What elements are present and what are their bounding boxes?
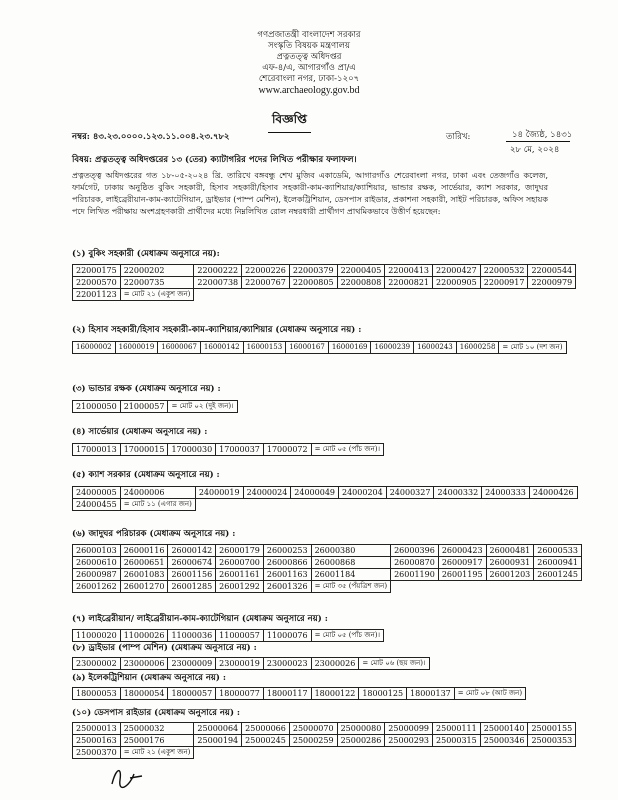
roll-number-cell: 22001123 <box>73 289 121 301</box>
roll-number-cell: 16000067 <box>158 342 201 354</box>
roll-number-cell: 26001195 <box>438 569 486 581</box>
roll-table <box>72 443 384 456</box>
roll-number-cell: 26000481 <box>486 545 534 557</box>
roll-number-cell: 26001262 <box>73 581 121 593</box>
roll-number-cell: 24000426 <box>529 487 577 499</box>
roll-number-cell: 25000013 <box>73 723 121 735</box>
header-line-address-1: এফ-৪/এ, আগারগাঁও প্রা/এ <box>262 63 356 73</box>
section-title: (৬) জাদুঘর পরিচারক (মেধাক্রম অনুসারে নয়) : <box>72 529 236 539</box>
memo-number: নম্বর: ৪৩.২৩.০০০০.১২৩.১১.০০৪.২৩.৭৮২ <box>72 132 230 142</box>
header-line-website: www.archaeology.gov.bd <box>258 85 360 96</box>
roll-number-cell: 22000979 <box>528 277 576 289</box>
roll-number-cell: 25000111 <box>433 723 481 735</box>
roll-number-cell: 26001270 <box>120 581 168 593</box>
roll-number-cell: 26001285 <box>168 581 216 593</box>
roll-number-cell: 22000905 <box>433 277 481 289</box>
roll-number-cell: 25000080 <box>337 723 385 735</box>
roll-number-cell: 17000030 <box>168 444 216 456</box>
roll-number-cell: 26000866 <box>263 557 311 569</box>
roll-number-cell: 26000396 <box>391 545 439 557</box>
section-title: (৫) ক্যাশ সরকার (মেধাক্রম অনুসারে নয়) : <box>72 470 220 480</box>
roll-table <box>72 264 576 301</box>
table-row <box>73 289 576 301</box>
table-row <box>73 444 384 456</box>
date-english: ২৮ মে, ২০২৪ <box>510 145 560 155</box>
roll-number-cell: 22000570 <box>73 277 121 289</box>
roll-number-cell: 26000423 <box>438 545 486 557</box>
roll-number-cell: 18000057 <box>168 688 216 700</box>
roll-number-cell: 23000026 <box>311 658 359 670</box>
roll-number-cell: 24000327 <box>386 487 434 499</box>
roll-number-cell: 26001156 <box>168 569 216 581</box>
roll-number-cell: 26000610 <box>73 557 121 569</box>
roll-number-cell: 11000036 <box>168 630 216 642</box>
roll-number-cell: 25000194 <box>194 735 242 747</box>
roll-number-cell: 11000076 <box>263 630 311 642</box>
roll-number-cell: 24000332 <box>434 487 482 499</box>
date-divider <box>506 141 570 142</box>
roll-number-cell: 26001203 <box>486 569 534 581</box>
roll-number-cell: 21000050 <box>73 401 121 413</box>
roll-number-cell: 22000413 <box>385 265 433 277</box>
roll-table <box>72 687 526 700</box>
roll-number-cell: 22000767 <box>242 277 290 289</box>
roll-number-cell: 25000140 <box>480 723 528 735</box>
roll-number-cell: 25000066 <box>242 723 290 735</box>
roll-number-cell: 26000142 <box>168 545 216 557</box>
roll-number-cell: 24000204 <box>339 487 387 499</box>
roll-number-cell: 16000169 <box>328 342 371 354</box>
roll-number-cell: 24000005 <box>73 487 121 499</box>
roll-number-cell: 18000054 <box>120 688 168 700</box>
header-line-address-2: শেরেবাংলা নগর, ঢাকা-১২০৭ <box>258 74 360 84</box>
roll-number-cell: 26000917 <box>438 557 486 569</box>
section-total: = মোট ০৬ (ছয় জন)। <box>359 658 429 670</box>
header-line-department: প্রত্নতত্ত্ব অধিদপ্তর <box>276 52 342 62</box>
roll-number-cell: 26000868 <box>311 557 391 569</box>
roll-number-cell: 24000455 <box>73 499 121 511</box>
roll-number-cell: 25000370 <box>73 747 121 759</box>
section-title: (৯) ইলেকট্রিশিয়ান (মেধাক্রম অনুসারে নয়) : <box>72 673 227 683</box>
roll-number-cell: 22000805 <box>289 277 337 289</box>
roll-number-cell: 25000070 <box>289 723 337 735</box>
roll-number-cell: 11000026 <box>120 630 168 642</box>
roll-number-cell: 25000155 <box>528 723 576 735</box>
roll-number-cell: 26000870 <box>391 557 439 569</box>
roll-number-cell: 26000380 <box>311 545 391 557</box>
roll-number-cell: 26000103 <box>73 545 121 557</box>
roll-number-cell: 25000245 <box>242 735 290 747</box>
roll-number-cell: 22000379 <box>289 265 337 277</box>
roll-number-cell: 24000019 <box>195 487 243 499</box>
roll-number-cell: 22000222 <box>194 265 242 277</box>
table-row <box>73 499 578 511</box>
table-row <box>73 277 576 289</box>
roll-number-cell: 26001190 <box>391 569 439 581</box>
roll-number-cell: 17000037 <box>216 444 264 456</box>
roll-number-cell: 26001292 <box>216 581 264 593</box>
roll-number-cell: 25000163 <box>73 735 121 747</box>
signature-mark <box>108 762 148 790</box>
subject-line: বিষয়: প্রত্নতত্ত্ব অধিদপ্তরের ১৩ (তের) ক্যাটাগরির পদের লিখিত পরীক্ষার ফলাফল। <box>72 155 357 165</box>
roll-number-cell: 22000427 <box>433 265 481 277</box>
table-row <box>73 688 526 700</box>
roll-number-cell: 24000006 <box>120 487 195 499</box>
roll-number-cell: 11000020 <box>73 630 121 642</box>
roll-number-cell: 16000239 <box>371 342 414 354</box>
roll-number-cell: 23000009 <box>168 658 216 670</box>
roll-table <box>72 657 430 670</box>
roll-number-cell: 25000064 <box>194 723 242 735</box>
table-row <box>73 735 576 747</box>
date-label: তারিখ: <box>446 132 471 142</box>
roll-number-cell: 22000544 <box>528 265 576 277</box>
table-row <box>73 569 582 581</box>
section-total: = মোট ১১ (এগার জন) <box>120 499 195 511</box>
roll-table <box>72 722 576 759</box>
section-total: = মোট ০৮ (আট জন) <box>454 688 525 700</box>
roll-number-cell: 26000116 <box>120 545 168 557</box>
roll-number-cell: 25000293 <box>385 735 433 747</box>
roll-number-cell: 18000117 <box>263 688 311 700</box>
roll-number-cell: 16000243 <box>414 342 457 354</box>
roll-number-cell: 25000286 <box>337 735 385 747</box>
roll-number-cell: 26000987 <box>73 569 121 581</box>
roll-number-cell: 26000941 <box>534 557 582 569</box>
roll-number-cell: 18000125 <box>359 688 407 700</box>
roll-number-cell: 23000002 <box>73 658 121 670</box>
section-total: = মোট ০৫ (পাঁচ জন)। <box>311 630 383 642</box>
roll-number-cell: 26001245 <box>534 569 582 581</box>
roll-number-cell: 23000023 <box>263 658 311 670</box>
roll-number-cell: 16000019 <box>115 342 158 354</box>
roll-number-cell: 24000024 <box>243 487 291 499</box>
roll-number-cell: 17000072 <box>263 444 311 456</box>
table-row <box>73 630 384 642</box>
roll-number-cell: 23000006 <box>120 658 168 670</box>
table-row <box>73 265 576 277</box>
roll-number-cell: 21000057 <box>120 401 168 413</box>
roll-number-cell: 18000077 <box>216 688 264 700</box>
section-title: (৭) লাইব্রেরীয়ান/ লাইব্রেরীয়ান-কাম-ক্যাটেগিয়ান (মেধাক্রম অনুসারে নয়) : <box>72 614 328 624</box>
roll-number-cell: 22000405 <box>337 265 385 277</box>
roll-number-cell: 26000700 <box>216 557 264 569</box>
roll-number-cell: 24000049 <box>291 487 339 499</box>
roll-table <box>72 341 567 354</box>
body-paragraph: প্রত্নতত্ত্ব অধিদপ্তরের গত ১৮-০৫-২০২৪ খ্রি. তারিখে বঙ্গবন্ধু শেখ মুজিব একাডেমি, আগারগাঁও শেরেবাংলা নগর, ঢাকা এবং তেজগাঁও কলেজ, ফার্মগেট, ঢাকায় অনুষ্ঠিত বুকিং সহকারী, হিসাব সহকারী/হিসাব সহকারী-কাম-ক্যাশিয়ার/ক্যাশিয়ার, ভান্ডার রক্ষক, সার্ভেয়ার, ক্যাশ সরকার, জাদুঘর পরিচারক, লাইব্রেরীয়ান-কাম-ক্যাটেগিয়ান, ড্রাইভার (পাম্প মেশিন), ইলেকট্রিশিয়ান, ডেসপাস রাইডার, প্রকাশনা সহকারী, সাইট পরিচারক, অফিস সহায়ক পদে লিখিত পরীক্ষায় অংশগ্রহণকারী প্রার্থীদের মধ্যে নিম্নলিখিত রোল নম্বরধারী প্রার্থীগণ প্রাথমিকভাবে উত্তীর্ণ হয়েছেন: <box>72 171 548 216</box>
table-row <box>73 747 576 759</box>
roll-number-cell: 26000651 <box>120 557 168 569</box>
roll-number-cell: 26000674 <box>168 557 216 569</box>
header-line-ministry: সংস্কৃতি বিষয়ক মন্ত্রণালয় <box>268 41 350 51</box>
roll-number-cell: 26001083 <box>120 569 168 581</box>
section-total: = মোট ২১ (একুশ জন) <box>120 747 194 759</box>
roll-number-cell: 26000179 <box>216 545 264 557</box>
roll-table <box>72 486 578 511</box>
roll-number-cell: 18000053 <box>73 688 121 700</box>
roll-number-cell: 26000253 <box>263 545 311 557</box>
section-total: = মোট ১০ (দশ জন) <box>499 342 566 354</box>
roll-number-cell: 26000533 <box>534 545 582 557</box>
roll-number-cell: 22000808 <box>337 277 385 289</box>
roll-number-cell: 18000137 <box>407 688 455 700</box>
section-total: = মোট ৩৫ (পঁয়ত্রিশ জন) <box>311 581 391 593</box>
section-title: (৮) ড্রাইভার (পাম্প মেশিন) (মেধাক্রম অনুসারে নয়) : <box>72 643 257 653</box>
section-total: = মোট ০২ (দুই জন)। <box>168 401 237 413</box>
roll-number-cell: 22000226 <box>242 265 290 277</box>
roll-number-cell: 22000821 <box>385 277 433 289</box>
table-row <box>73 487 578 499</box>
section-title: (১০) ডেসপাস রাইডার (মেধাক্রম অনুসারে নয়) : <box>72 708 241 718</box>
section-total: = মোট ২১ (একুশ জন) <box>120 289 194 301</box>
roll-number-cell: 22000202 <box>120 265 194 277</box>
roll-number-cell: 25000346 <box>480 735 528 747</box>
roll-table <box>72 544 582 593</box>
roll-number-cell: 22000175 <box>73 265 121 277</box>
roll-number-cell: 16000002 <box>73 342 116 354</box>
roll-number-cell: 26001184 <box>311 569 391 581</box>
roll-number-cell: 17000013 <box>73 444 121 456</box>
table-row <box>73 658 430 670</box>
roll-number-cell: 25000099 <box>385 723 433 735</box>
roll-number-cell: 25000353 <box>528 735 576 747</box>
letterhead <box>0 30 618 96</box>
roll-number-cell: 25000259 <box>289 735 337 747</box>
roll-number-cell: 22000735 <box>120 277 194 289</box>
roll-number-cell: 16000167 <box>286 342 329 354</box>
roll-number-cell: 26001163 <box>263 569 311 581</box>
section-title: (১) বুকিং সহকারী (মেধাক্রম অনুসারে নয়): <box>72 249 220 259</box>
table-row <box>73 545 582 557</box>
roll-table <box>72 400 238 413</box>
roll-number-cell: 16000153 <box>243 342 286 354</box>
roll-number-cell: 11000057 <box>216 630 264 642</box>
roll-number-cell: 16000258 <box>456 342 499 354</box>
roll-number-cell: 18000122 <box>311 688 359 700</box>
section-title: (৪) সার্ভেয়ার (মেধাক্রম অনুসারে নয়) : <box>72 427 208 437</box>
date-bangla: ১৪ জ্যৈষ্ঠ, ১৪৩১ <box>512 130 573 140</box>
roll-number-cell: 26001326 <box>263 581 311 593</box>
roll-number-cell: 22000738 <box>194 277 242 289</box>
roll-number-cell: 22000917 <box>480 277 528 289</box>
section-title: (৩) ভান্ডার রক্ষক (মেধাক্রম অনুসারে নয়) : <box>72 384 221 394</box>
roll-number-cell: 17000015 <box>120 444 168 456</box>
roll-number-cell: 25000315 <box>433 735 481 747</box>
table-row <box>73 342 567 354</box>
roll-number-cell: 25000032 <box>120 723 194 735</box>
section-total: = মোট ০৫ (পাঁচ জন)। <box>311 444 383 456</box>
roll-number-cell: 16000142 <box>200 342 243 354</box>
roll-number-cell: 24000333 <box>482 487 530 499</box>
table-row <box>73 557 582 569</box>
header-line-government: গণপ্রজাতন্ত্রী বাংলাদেশ সরকার <box>257 30 361 40</box>
roll-number-cell: 25000176 <box>120 735 194 747</box>
table-row <box>73 401 238 413</box>
notice-title: বিজ্ঞপ্তি <box>268 111 311 133</box>
roll-number-cell: 23000019 <box>216 658 264 670</box>
roll-number-cell: 26000931 <box>486 557 534 569</box>
section-title: (২) হিসাব সহকারী/হিসাব সহকারী-কাম-ক্যাশিয়ার/ক্যাশিয়ার (মেধাক্রম অনুসারে নয়) : <box>72 325 362 335</box>
table-row <box>73 723 576 735</box>
table-row <box>73 581 582 593</box>
roll-number-cell: 26001161 <box>216 569 264 581</box>
roll-number-cell: 22000532 <box>480 265 528 277</box>
